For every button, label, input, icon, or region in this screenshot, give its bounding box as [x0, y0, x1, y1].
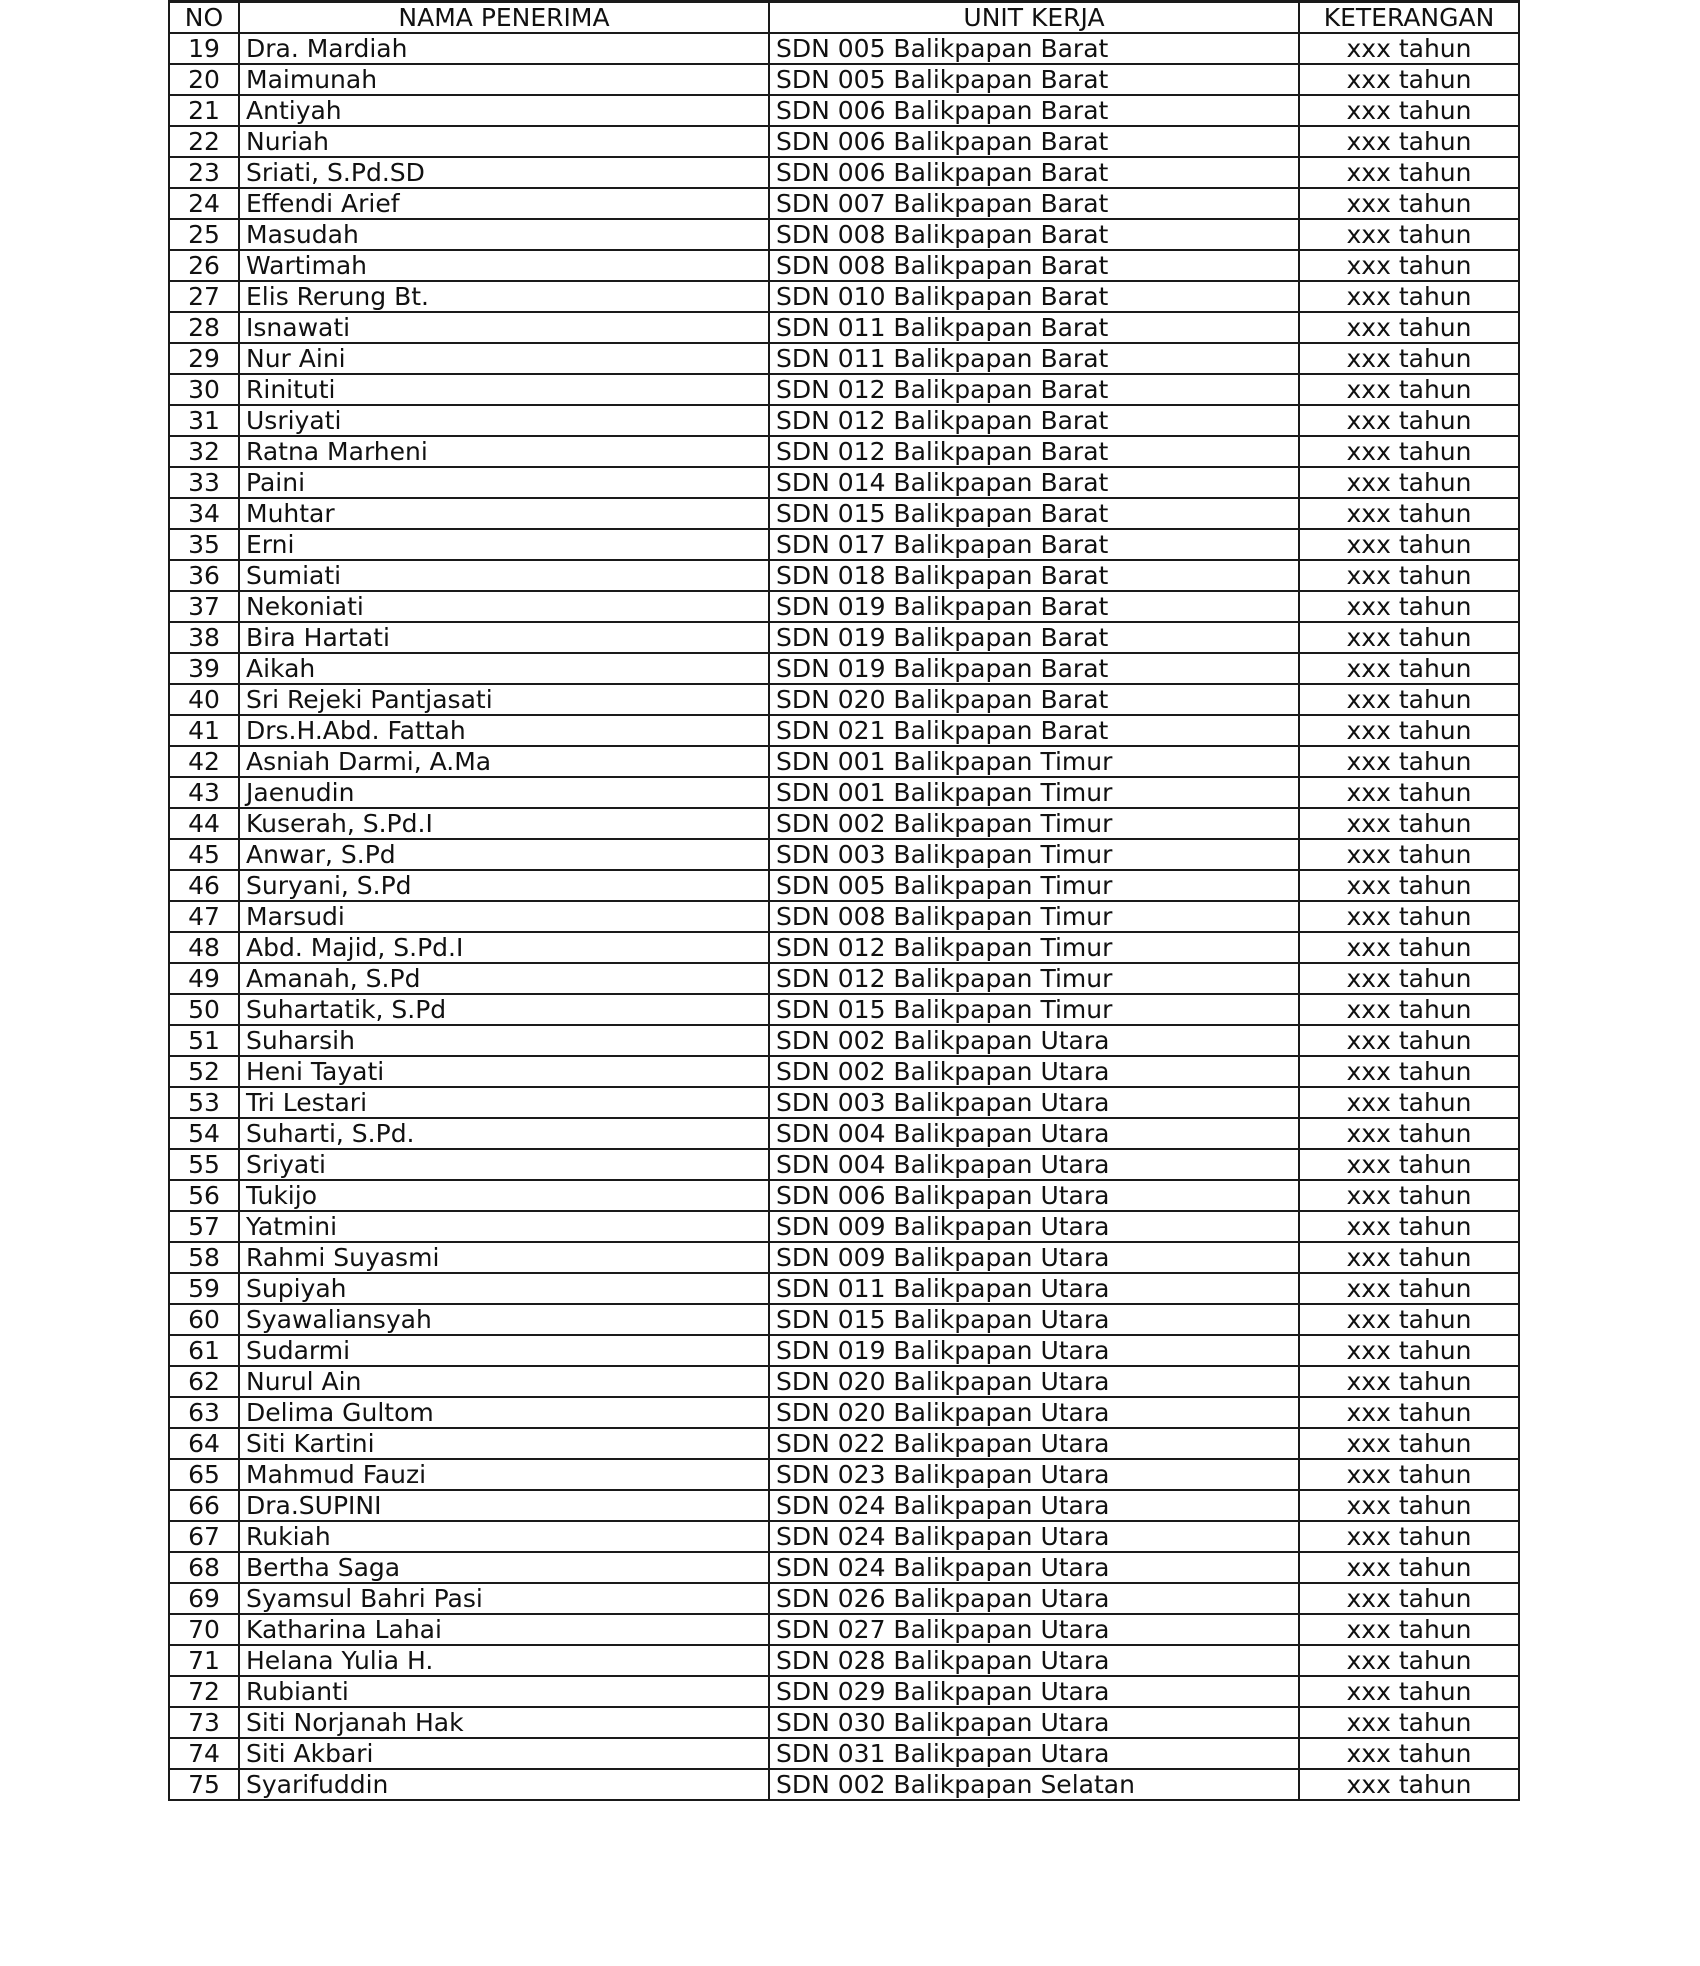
recipient-name: Drs.H.Abd. Fattah — [239, 715, 769, 746]
work-unit: SDN 001 Balikpapan Timur — [769, 777, 1299, 808]
work-unit: SDN 007 Balikpapan Barat — [769, 188, 1299, 219]
keterangan: xxx tahun — [1299, 591, 1519, 622]
recipient-name: Sumiati — [239, 560, 769, 591]
row-number: 30 — [169, 374, 239, 405]
table-row — [169, 1242, 1519, 1273]
work-unit: SDN 010 Balikpapan Barat — [769, 281, 1299, 312]
row-number: 53 — [169, 1087, 239, 1118]
work-unit: SDN 019 Balikpapan Utara — [769, 1335, 1299, 1366]
keterangan: xxx tahun — [1299, 374, 1519, 405]
work-unit: SDN 011 Balikpapan Barat — [769, 312, 1299, 343]
keterangan: xxx tahun — [1299, 1676, 1519, 1707]
work-unit: SDN 017 Balikpapan Barat — [769, 529, 1299, 560]
row-number: 31 — [169, 405, 239, 436]
table-header — [169, 2, 1519, 34]
work-unit: SDN 003 Balikpapan Timur — [769, 839, 1299, 870]
work-unit: SDN 011 Balikpapan Utara — [769, 1273, 1299, 1304]
table-row — [169, 1521, 1519, 1552]
row-number: 42 — [169, 746, 239, 777]
work-unit: SDN 022 Balikpapan Utara — [769, 1428, 1299, 1459]
keterangan: xxx tahun — [1299, 839, 1519, 870]
row-number: 52 — [169, 1056, 239, 1087]
work-unit: SDN 009 Balikpapan Utara — [769, 1242, 1299, 1273]
recipient-name: Suhartatik, S.Pd — [239, 994, 769, 1025]
row-number: 19 — [169, 33, 239, 64]
work-unit: SDN 002 Balikpapan Utara — [769, 1025, 1299, 1056]
recipient-name: Masudah — [239, 219, 769, 250]
table-row — [169, 1707, 1519, 1738]
table-row — [169, 653, 1519, 684]
keterangan: xxx tahun — [1299, 746, 1519, 777]
keterangan: xxx tahun — [1299, 343, 1519, 374]
table-row — [169, 560, 1519, 591]
work-unit: SDN 019 Balikpapan Barat — [769, 653, 1299, 684]
header-keterangan: KETERANGAN — [1299, 2, 1519, 34]
table-row — [169, 622, 1519, 653]
table-row — [169, 1304, 1519, 1335]
table-row — [169, 746, 1519, 777]
keterangan: xxx tahun — [1299, 1769, 1519, 1800]
keterangan: xxx tahun — [1299, 281, 1519, 312]
keterangan: xxx tahun — [1299, 64, 1519, 95]
work-unit: SDN 015 Balikpapan Barat — [769, 498, 1299, 529]
keterangan: xxx tahun — [1299, 1614, 1519, 1645]
header-no: NO — [169, 2, 239, 34]
work-unit: SDN 008 Balikpapan Barat — [769, 219, 1299, 250]
row-number: 75 — [169, 1769, 239, 1800]
keterangan: xxx tahun — [1299, 1025, 1519, 1056]
recipient-name: Nuriah — [239, 126, 769, 157]
keterangan: xxx tahun — [1299, 715, 1519, 746]
table-row — [169, 777, 1519, 808]
table-row — [169, 684, 1519, 715]
row-number: 40 — [169, 684, 239, 715]
keterangan: xxx tahun — [1299, 808, 1519, 839]
table-row — [169, 1738, 1519, 1769]
keterangan: xxx tahun — [1299, 684, 1519, 715]
table-row — [169, 1459, 1519, 1490]
recipient-name: Delima Gultom — [239, 1397, 769, 1428]
row-number: 24 — [169, 188, 239, 219]
work-unit: SDN 002 Balikpapan Selatan — [769, 1769, 1299, 1800]
work-unit: SDN 027 Balikpapan Utara — [769, 1614, 1299, 1645]
keterangan: xxx tahun — [1299, 1645, 1519, 1676]
keterangan: xxx tahun — [1299, 1242, 1519, 1273]
recipient-name: Supiyah — [239, 1273, 769, 1304]
recipient-name: Wartimah — [239, 250, 769, 281]
recipient-name: Heni Tayati — [239, 1056, 769, 1087]
keterangan: xxx tahun — [1299, 901, 1519, 932]
keterangan: xxx tahun — [1299, 250, 1519, 281]
table-row — [169, 994, 1519, 1025]
keterangan: xxx tahun — [1299, 1056, 1519, 1087]
work-unit: SDN 026 Balikpapan Utara — [769, 1583, 1299, 1614]
work-unit: SDN 024 Balikpapan Utara — [769, 1521, 1299, 1552]
recipient-name: Jaenudin — [239, 777, 769, 808]
keterangan: xxx tahun — [1299, 126, 1519, 157]
row-number: 67 — [169, 1521, 239, 1552]
table-row — [169, 1645, 1519, 1676]
work-unit: SDN 021 Balikpapan Barat — [769, 715, 1299, 746]
row-number: 38 — [169, 622, 239, 653]
row-number: 36 — [169, 560, 239, 591]
work-unit: SDN 006 Balikpapan Barat — [769, 95, 1299, 126]
recipient-name: Kuserah, S.Pd.I — [239, 808, 769, 839]
recipient-name: Nur Aini — [239, 343, 769, 374]
row-number: 63 — [169, 1397, 239, 1428]
row-number: 74 — [169, 1738, 239, 1769]
recipient-name: Sriati, S.Pd.SD — [239, 157, 769, 188]
row-number: 59 — [169, 1273, 239, 1304]
recipient-name: Suharti, S.Pd. — [239, 1118, 769, 1149]
row-number: 41 — [169, 715, 239, 746]
work-unit: SDN 008 Balikpapan Timur — [769, 901, 1299, 932]
table-row — [169, 188, 1519, 219]
work-unit: SDN 028 Balikpapan Utara — [769, 1645, 1299, 1676]
row-number: 62 — [169, 1366, 239, 1397]
work-unit: SDN 003 Balikpapan Utara — [769, 1087, 1299, 1118]
row-number: 25 — [169, 219, 239, 250]
work-unit: SDN 019 Balikpapan Barat — [769, 591, 1299, 622]
table-row — [169, 498, 1519, 529]
table-row — [169, 33, 1519, 64]
keterangan: xxx tahun — [1299, 994, 1519, 1025]
recipient-name: Yatmini — [239, 1211, 769, 1242]
keterangan: xxx tahun — [1299, 1428, 1519, 1459]
table-row — [169, 1428, 1519, 1459]
work-unit: SDN 012 Balikpapan Barat — [769, 374, 1299, 405]
row-number: 71 — [169, 1645, 239, 1676]
row-number: 23 — [169, 157, 239, 188]
work-unit: SDN 012 Balikpapan Barat — [769, 436, 1299, 467]
row-number: 29 — [169, 343, 239, 374]
row-number: 66 — [169, 1490, 239, 1521]
table-row — [169, 963, 1519, 994]
table-row — [169, 1490, 1519, 1521]
work-unit: SDN 006 Balikpapan Barat — [769, 157, 1299, 188]
table-row — [169, 312, 1519, 343]
keterangan: xxx tahun — [1299, 777, 1519, 808]
work-unit: SDN 011 Balikpapan Barat — [769, 343, 1299, 374]
work-unit: SDN 015 Balikpapan Utara — [769, 1304, 1299, 1335]
work-unit: SDN 002 Balikpapan Utara — [769, 1056, 1299, 1087]
keterangan: xxx tahun — [1299, 1118, 1519, 1149]
work-unit: SDN 012 Balikpapan Timur — [769, 963, 1299, 994]
keterangan: xxx tahun — [1299, 1738, 1519, 1769]
keterangan: xxx tahun — [1299, 1211, 1519, 1242]
recipient-name: Sudarmi — [239, 1335, 769, 1366]
keterangan: xxx tahun — [1299, 1459, 1519, 1490]
recipient-name: Siti Norjanah Hak — [239, 1707, 769, 1738]
table-row — [169, 870, 1519, 901]
work-unit: SDN 029 Balikpapan Utara — [769, 1676, 1299, 1707]
row-number: 37 — [169, 591, 239, 622]
table-row — [169, 1614, 1519, 1645]
recipient-name: Elis Rerung Bt. — [239, 281, 769, 312]
recipient-name: Siti Akbari — [239, 1738, 769, 1769]
keterangan: xxx tahun — [1299, 1149, 1519, 1180]
keterangan: xxx tahun — [1299, 467, 1519, 498]
keterangan: xxx tahun — [1299, 932, 1519, 963]
recipient-name: Syarifuddin — [239, 1769, 769, 1800]
work-unit: SDN 031 Balikpapan Utara — [769, 1738, 1299, 1769]
row-number: 20 — [169, 64, 239, 95]
row-number: 48 — [169, 932, 239, 963]
keterangan: xxx tahun — [1299, 1335, 1519, 1366]
row-number: 33 — [169, 467, 239, 498]
work-unit: SDN 002 Balikpapan Timur — [769, 808, 1299, 839]
keterangan: xxx tahun — [1299, 1304, 1519, 1335]
table-row — [169, 95, 1519, 126]
row-number: 57 — [169, 1211, 239, 1242]
recipient-name: Mahmud Fauzi — [239, 1459, 769, 1490]
document-page — [168, 0, 1518, 1801]
recipient-name: Sriyati — [239, 1149, 769, 1180]
recipient-name: Aikah — [239, 653, 769, 684]
work-unit: SDN 023 Balikpapan Utara — [769, 1459, 1299, 1490]
keterangan: xxx tahun — [1299, 188, 1519, 219]
table-row — [169, 1273, 1519, 1304]
recipient-name: Bertha Saga — [239, 1552, 769, 1583]
row-number: 21 — [169, 95, 239, 126]
table-row — [169, 591, 1519, 622]
recipient-name: Effendi Arief — [239, 188, 769, 219]
keterangan: xxx tahun — [1299, 1521, 1519, 1552]
keterangan: xxx tahun — [1299, 157, 1519, 188]
table-row — [169, 436, 1519, 467]
recipient-name: Suharsih — [239, 1025, 769, 1056]
work-unit: SDN 024 Balikpapan Utara — [769, 1552, 1299, 1583]
table-row — [169, 250, 1519, 281]
recipient-name: Rubianti — [239, 1676, 769, 1707]
table-row — [169, 715, 1519, 746]
table-row — [169, 157, 1519, 188]
table-row — [169, 1366, 1519, 1397]
work-unit: SDN 009 Balikpapan Utara — [769, 1211, 1299, 1242]
row-number: 60 — [169, 1304, 239, 1335]
work-unit: SDN 004 Balikpapan Utara — [769, 1118, 1299, 1149]
row-number: 70 — [169, 1614, 239, 1645]
keterangan: xxx tahun — [1299, 436, 1519, 467]
table-row — [169, 1087, 1519, 1118]
recipient-table — [168, 0, 1520, 1801]
work-unit: SDN 008 Balikpapan Barat — [769, 250, 1299, 281]
work-unit: SDN 012 Balikpapan Barat — [769, 405, 1299, 436]
recipient-name: Helana Yulia H. — [239, 1645, 769, 1676]
recipient-name: Rahmi Suyasmi — [239, 1242, 769, 1273]
work-unit: SDN 030 Balikpapan Utara — [769, 1707, 1299, 1738]
work-unit: SDN 018 Balikpapan Barat — [769, 560, 1299, 591]
table-row — [169, 808, 1519, 839]
recipient-name: Nurul Ain — [239, 1366, 769, 1397]
row-number: 68 — [169, 1552, 239, 1583]
recipient-name: Dra. Mardiah — [239, 33, 769, 64]
recipient-name: Siti Kartini — [239, 1428, 769, 1459]
row-number: 72 — [169, 1676, 239, 1707]
table-row — [169, 281, 1519, 312]
row-number: 32 — [169, 436, 239, 467]
keterangan: xxx tahun — [1299, 560, 1519, 591]
table-row — [169, 1769, 1519, 1800]
table-row — [169, 1149, 1519, 1180]
table-row — [169, 1583, 1519, 1614]
row-number: 27 — [169, 281, 239, 312]
keterangan: xxx tahun — [1299, 963, 1519, 994]
table-row — [169, 1397, 1519, 1428]
header-name: NAMA PENERIMA — [239, 2, 769, 34]
row-number: 55 — [169, 1149, 239, 1180]
row-number: 22 — [169, 126, 239, 157]
table-row — [169, 1211, 1519, 1242]
recipient-name: Isnawati — [239, 312, 769, 343]
work-unit: SDN 019 Balikpapan Barat — [769, 622, 1299, 653]
recipient-name: Rinituti — [239, 374, 769, 405]
recipient-name: Tri Lestari — [239, 1087, 769, 1118]
recipient-name: Asniah Darmi, A.Ma — [239, 746, 769, 777]
work-unit: SDN 006 Balikpapan Utara — [769, 1180, 1299, 1211]
row-number: 54 — [169, 1118, 239, 1149]
row-number: 34 — [169, 498, 239, 529]
work-unit: SDN 024 Balikpapan Utara — [769, 1490, 1299, 1521]
row-number: 43 — [169, 777, 239, 808]
table-row — [169, 219, 1519, 250]
work-unit: SDN 020 Balikpapan Utara — [769, 1397, 1299, 1428]
keterangan: xxx tahun — [1299, 405, 1519, 436]
keterangan: xxx tahun — [1299, 219, 1519, 250]
row-number: 49 — [169, 963, 239, 994]
recipient-name: Antiyah — [239, 95, 769, 126]
keterangan: xxx tahun — [1299, 1552, 1519, 1583]
keterangan: xxx tahun — [1299, 870, 1519, 901]
keterangan: xxx tahun — [1299, 33, 1519, 64]
table-row — [169, 932, 1519, 963]
keterangan: xxx tahun — [1299, 1087, 1519, 1118]
work-unit: SDN 012 Balikpapan Timur — [769, 932, 1299, 963]
table-row — [169, 64, 1519, 95]
row-number: 69 — [169, 1583, 239, 1614]
row-number: 39 — [169, 653, 239, 684]
keterangan: xxx tahun — [1299, 95, 1519, 126]
keterangan: xxx tahun — [1299, 653, 1519, 684]
table-row — [169, 901, 1519, 932]
work-unit: SDN 020 Balikpapan Barat — [769, 684, 1299, 715]
recipient-name: Bira Hartati — [239, 622, 769, 653]
row-number: 44 — [169, 808, 239, 839]
table-row — [169, 839, 1519, 870]
keterangan: xxx tahun — [1299, 622, 1519, 653]
row-number: 50 — [169, 994, 239, 1025]
header-unit: UNIT KERJA — [769, 2, 1299, 34]
recipient-name: Erni — [239, 529, 769, 560]
keterangan: xxx tahun — [1299, 1490, 1519, 1521]
work-unit: SDN 006 Balikpapan Barat — [769, 126, 1299, 157]
work-unit: SDN 015 Balikpapan Timur — [769, 994, 1299, 1025]
table-row — [169, 126, 1519, 157]
row-number: 35 — [169, 529, 239, 560]
row-number: 51 — [169, 1025, 239, 1056]
keterangan: xxx tahun — [1299, 1366, 1519, 1397]
row-number: 65 — [169, 1459, 239, 1490]
recipient-name: Ratna Marheni — [239, 436, 769, 467]
recipient-name: Katharina Lahai — [239, 1614, 769, 1645]
keterangan: xxx tahun — [1299, 1707, 1519, 1738]
recipient-name: Tukijo — [239, 1180, 769, 1211]
row-number: 61 — [169, 1335, 239, 1366]
keterangan: xxx tahun — [1299, 312, 1519, 343]
keterangan: xxx tahun — [1299, 1180, 1519, 1211]
table-row — [169, 1118, 1519, 1149]
keterangan: xxx tahun — [1299, 498, 1519, 529]
table-row — [169, 1552, 1519, 1583]
row-number: 58 — [169, 1242, 239, 1273]
recipient-name: Dra.SUPINI — [239, 1490, 769, 1521]
table-row — [169, 374, 1519, 405]
table-row — [169, 1025, 1519, 1056]
keterangan: xxx tahun — [1299, 1397, 1519, 1428]
table-row — [169, 1676, 1519, 1707]
recipient-name: Paini — [239, 467, 769, 498]
row-number: 45 — [169, 839, 239, 870]
recipient-name: Sri Rejeki Pantjasati — [239, 684, 769, 715]
work-unit: SDN 005 Balikpapan Barat — [769, 33, 1299, 64]
work-unit: SDN 001 Balikpapan Timur — [769, 746, 1299, 777]
row-number: 47 — [169, 901, 239, 932]
row-number: 73 — [169, 1707, 239, 1738]
recipient-name: Muhtar — [239, 498, 769, 529]
row-number: 26 — [169, 250, 239, 281]
table-row — [169, 343, 1519, 374]
table-body — [169, 33, 1519, 1800]
recipient-name: Amanah, S.Pd — [239, 963, 769, 994]
row-number: 28 — [169, 312, 239, 343]
recipient-name: Rukiah — [239, 1521, 769, 1552]
table-row — [169, 529, 1519, 560]
table-row — [169, 1056, 1519, 1087]
recipient-name: Anwar, S.Pd — [239, 839, 769, 870]
keterangan: xxx tahun — [1299, 1273, 1519, 1304]
row-number: 46 — [169, 870, 239, 901]
work-unit: SDN 004 Balikpapan Utara — [769, 1149, 1299, 1180]
keterangan: xxx tahun — [1299, 1583, 1519, 1614]
work-unit: SDN 014 Balikpapan Barat — [769, 467, 1299, 498]
work-unit: SDN 005 Balikpapan Timur — [769, 870, 1299, 901]
recipient-name: Abd. Majid, S.Pd.I — [239, 932, 769, 963]
recipient-name: Marsudi — [239, 901, 769, 932]
recipient-name: Syamsul Bahri Pasi — [239, 1583, 769, 1614]
header-row — [169, 2, 1519, 34]
table-row — [169, 1180, 1519, 1211]
row-number: 64 — [169, 1428, 239, 1459]
work-unit: SDN 005 Balikpapan Barat — [769, 64, 1299, 95]
recipient-name: Suryani, S.Pd — [239, 870, 769, 901]
recipient-name: Usriyati — [239, 405, 769, 436]
recipient-name: Nekoniati — [239, 591, 769, 622]
work-unit: SDN 020 Balikpapan Utara — [769, 1366, 1299, 1397]
row-number: 56 — [169, 1180, 239, 1211]
recipient-name: Syawaliansyah — [239, 1304, 769, 1335]
recipient-name: Maimunah — [239, 64, 769, 95]
keterangan: xxx tahun — [1299, 529, 1519, 560]
table-row — [169, 1335, 1519, 1366]
table-row — [169, 467, 1519, 498]
table-row — [169, 405, 1519, 436]
